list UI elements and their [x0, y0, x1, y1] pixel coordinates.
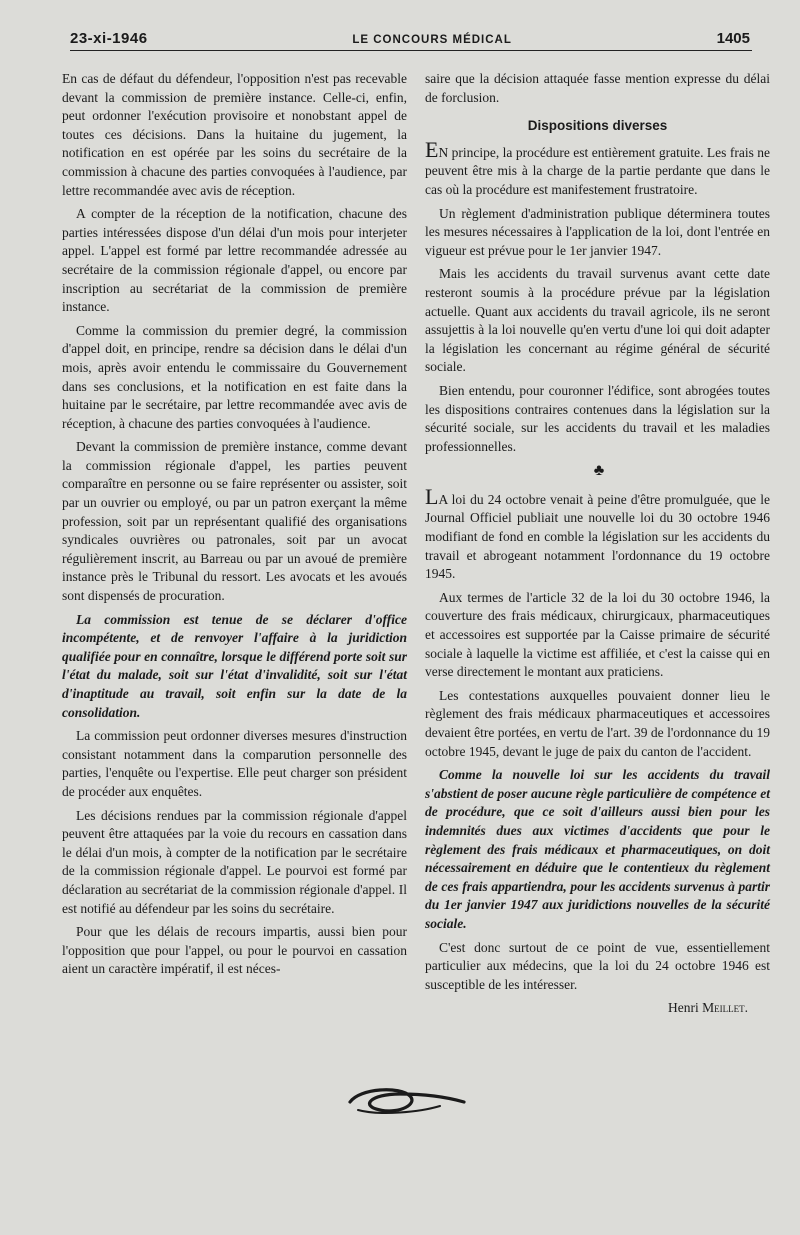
paragraph: Aux termes de l'article 32 de la loi du 30 octobre 1946, la couverture des frais médicaux, chirurgicaux, pharmaceutiques et accessoires est supportée par la Caisse primaire de sécurité sociale à laquelle la victime est affiliée, et c'est la caisse qui en verse directement le montant aux praticiens.	[425, 589, 770, 680]
running-header	[70, 30, 750, 50]
paragraph: Mais les accidents du travail survenus avant cette date resteront soumis à la procédure prévue par la législation actuelle. Quant aux accidents du travail agricole, ils ne seront assujettis à la loi nouvelle qu'en vertu d'une loi qui doit adapter la législation les concernant au régime général de sécurité sociale.	[425, 266, 770, 375]
paragraph: Devant la commission de première instance, comme devant la commission régionale d'appel, les parties peuvent comparaître en personne ou se faire représenter ou assister, soit par un ouvrier ou employé, ou par un patron exerçant la même profession, soit par un représentant qualifié des organisations syndicales ouvrières ou patronales, soit par un avocat régulièrement inscrit, au Barreau ou par un avoué de première instance près le Tribunal du ressort. Les avocats et les avoués sont dispensés de procuration.	[62, 439, 407, 604]
flourish-icon	[340, 1080, 470, 1120]
italic-paragraph: Comme la nouvelle loi sur les accidents du travail s'abstient de poser aucune règle particulière de compétence et de procédure, que ce soit d'ailleurs aussi bien pour les indemnités dues aux victimes d'accidents que pour le règlement des frais médicaux et pharmaceutiques, on doit nécessairement en déduire que le contentieux du règlement de ces frais appartiendra, pour les accidents survenus à partir du 1er janvier 1947 aux juridictions nouvelles de la sécurité sociale.	[425, 767, 770, 931]
italic-paragraph: La commission est tenue de se déclarer d'office incompétente, et de renvoyer l'affaire à la juridiction qualifiée pour en connaître, lorsque le différend porte soit sur l'état du malade, soit sur l'état d'invalidité, soit sur l'état d'inaptitude au travail, soit enfin sur la date de la consolidation.	[62, 611, 407, 720]
paragraph-text: N principe, la procédure est entièrement gratuite. Les frais ne peuvent être mis à la charge de la partie perdante que dans le cas où la procédure est manifestement frustratoire.	[425, 144, 770, 197]
paragraph: A compter de la réception de la notification, chacune des parties intéressées dispose d'un délai d'un mois pour interjeter appel. L'appel est formé par lettre recommandée adressée au secrétaire de la commission régionale d'appel, ou encore par inscription au secrétariat de la commission de première instance.	[62, 206, 407, 315]
paragraph: Comme la commission du premier degré, la commission d'appel doit, en principe, rendre sa décision dans le délai d'un mois, après avoir entendu le commissaire du Gouvernement dans ses conclusions, et la notification en est faite dans la huitaine par le secrétaire, par lettre recommandée avec avis de réception, à chacune des parties convoquées à l'audience.	[62, 322, 407, 431]
author-first-name: Henri	[668, 1000, 699, 1016]
paragraph: La commission peut ordonner diverses mesures d'instruction consistant notamment dans la comparution personnelle des parties, l'enquête ou l'expertise. Elle peut charger son président de procéder aux enquêtes.	[62, 728, 407, 799]
paragraph	[425, 483, 770, 584]
drop-cap: E	[425, 136, 439, 162]
drop-cap: L	[425, 483, 439, 509]
author-last-name: Meillet.	[702, 1000, 748, 1016]
paragraph: saire que la décision attaquée fasse mention expresse du délai de forclusion.	[425, 71, 770, 105]
section-heading: Dispositions diverses	[527, 118, 668, 134]
paragraph: Bien entendu, pour couronner l'édifice, sont abrogées toutes les dispositions contraires contenues dans la législation sur la sécurité sociale, sur les accidents du travail et les maladies professionnelles.	[425, 382, 770, 454]
paragraph: En cas de défaut du défendeur, l'opposition n'est pas recevable devant la commission de première instance. Celle-ci, enfin, peut ordonner l'exécution provisoire et nonobstant appel de toutes ces décisions. Dans la huitaine du jugement, la notification en est opérée par les soins du secrétaire de la commission à chacune des parties convoquées à l'audience, par lettre recommandée avec avis de réception.	[62, 71, 407, 198]
paragraph: Un règlement d'administration publique déterminera toutes les mesures nécessaires à l'application de la loi, dont l'entrée en vigueur est prévue pour le 1er janvier 1947.	[425, 205, 770, 258]
header-rule	[70, 50, 752, 51]
ornament-icon: ♣	[593, 462, 602, 480]
left-column	[62, 70, 407, 984]
paragraph: Les décisions rendues par la commission régionale d'appel peuvent être attaquées par la voie du recours en cassation dans le délai d'un mois, à compter de la notification par le secrétaire de la commission régionale d'appel. Le pourvoi est formé par déclaration au secrétariat de la commission régionale d'appel. Il est notifié au défendeur par les soins du secrétaire.	[62, 807, 407, 916]
right-column	[425, 70, 770, 1018]
paragraph	[425, 136, 770, 200]
issue-date: 23-xi-1946	[70, 30, 148, 47]
paragraph: Pour que les délais de recours impartis, aussi bien pour l'opposition que pour l'appel, ou pour le pourvoi en cassation aient un caractère impératif, il est néces-	[62, 924, 407, 977]
paragraph-text: A loi du 24 octobre venait à peine d'être promulguée, que le Journal Officiel publiait une nouvelle loi du 30 octobre 1946 modifiant de fond en comble la législation sur les accidents du travail et abrogeant notamment l'ordonnance du 19 octobre 1945.	[425, 491, 770, 582]
author-signature	[425, 999, 770, 1018]
page-number: 1405	[716, 30, 750, 47]
paragraph: C'est donc surtout de ce point de vue, essentiellement particulier aux médecins, que la loi du 24 octobre 1946 est susceptible de les intéresser.	[425, 939, 770, 992]
journal-title: LE CONCOURS MÉDICAL	[352, 34, 512, 46]
paragraph: Les contestations auxquelles pouvaient donner lieu le règlement des frais médicaux pharmaceutiques et accessoires devaient être portées, en vertu de l'art. 39 de l'ordonnance du 19 octobre 1945, devant le juge de paix du canton de l'accident.	[425, 687, 770, 759]
